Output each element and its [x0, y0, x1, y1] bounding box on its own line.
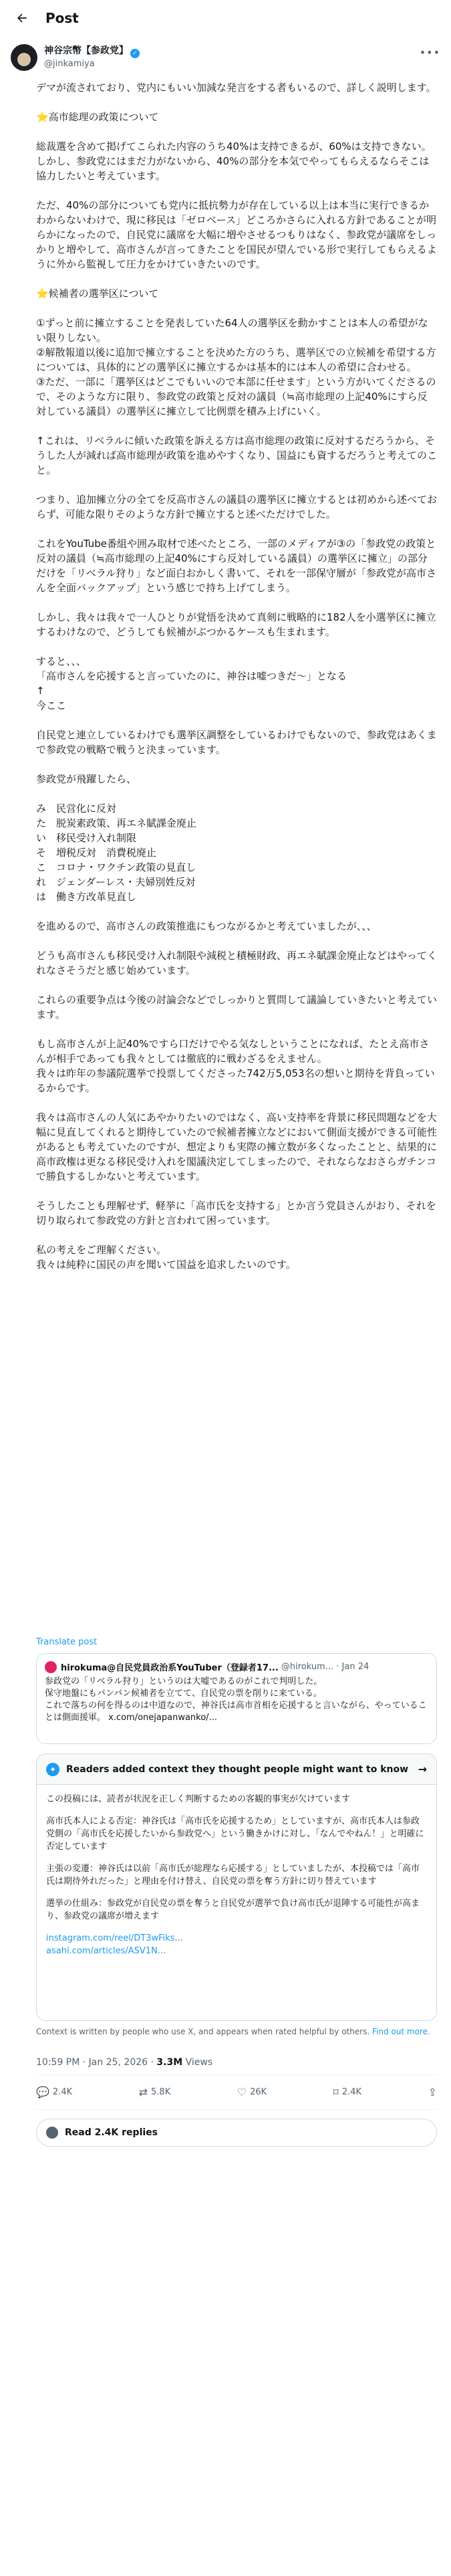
- note-paragraph: 主張の変遷：神谷氏は以前「高市氏が総理なら応援する」としていましたが、本投稿では「高市氏は期待外れだった」と理由を付け替え、自民党の票を奪う方針に切り替えています: [46, 1864, 420, 1887]
- note-source-link[interactable]: asahi.com/articles/ASV1N...: [46, 1946, 166, 1956]
- quote-avatar: [45, 1661, 57, 1673]
- back-arrow-icon[interactable]: [11, 7, 33, 29]
- read-replies-button[interactable]: Read 2.4K replies: [36, 2119, 437, 2147]
- translate-post-link[interactable]: Translate post: [36, 1637, 98, 1647]
- page-title: Post: [45, 9, 79, 26]
- note-paragraph: この投稿には、読者が状況を正しく判断するための客観的事実が欠けています: [46, 1794, 351, 1804]
- like-button[interactable]: ♡ 26K: [237, 2085, 267, 2099]
- chat-icon: [46, 2127, 58, 2139]
- repost-icon: ⇄: [138, 2085, 148, 2099]
- post-paragraph: そうしたことも理解せず、軽挙に「高市氏を支持する」とか言う党員さんがおり、それを切り取られて参政党の方針と言われて困っています。: [36, 1200, 436, 1226]
- bookmark-button[interactable]: ⌑ 2.4K: [333, 2085, 362, 2099]
- community-note-title: Readers added context they thought people might want to know: [66, 1763, 409, 1775]
- share-button[interactable]: [428, 2086, 437, 2099]
- arrow-right-icon: →: [418, 1763, 427, 1776]
- quoted-post[interactable]: hirokuma@自民党員政治系YouTuber（登録者17... @hirokum... · Jan 24 参政党の「リベラル狩り」というのは大嘘であるのがこれで判明した。 保守地盤にもバンバン候補者を立てて、自民党の票を削りに来ている。 これで落ちの何を得るのは中道なので、神谷氏は高市首相を応援すると言いながら、やっていることは側面援軍。 x.com/onejapanwanko/...: [36, 1653, 437, 1744]
- post-paragraph: もし高市さんが上記40%ですら口だけでやる気なしということになれば、たとえ高市さんが相手であっても我々としては徹底的に戦わざるをえません。 我々は昨年の参議院選挙で投票してくださった742万5,053名の想いと期待を背負っているからです。: [36, 1038, 435, 1094]
- quote-date: Jan 24: [341, 1662, 369, 1672]
- post-paragraph: ⭐高市総理の政策について: [36, 111, 159, 123]
- post-author: [11, 42, 440, 73]
- post-paragraph: しかし、我々は我々で一人ひとりが覚悟を決めて真剣に戦略的に182人を小選挙区に擁立するわけなので、どうしても候補がぶつかるケースも生まれます。: [36, 611, 436, 638]
- display-name[interactable]: 神谷宗幣【参政党】: [44, 45, 128, 56]
- avatar[interactable]: [11, 44, 37, 71]
- post-paragraph: すると、、、 「高市さんを応援すると言っていたのに、神谷は嘘つきだ〜」となる ↑ 今ここ: [36, 655, 347, 712]
- post-paragraph: これらの重要争点は今後の討論会などでしっかりと質問して議論していきたいと考えています。: [36, 994, 438, 1021]
- reply-button[interactable]: 💬 2.4K: [36, 2085, 73, 2099]
- quote-text: 参政党の「リベラル狩り」というのは大嘘であるのがこれで判明した。 保守地盤にもバンバン候補者を立てて、自民党の票を削りに来ている。 これで落ちの何を得るのは中道なので、神谷氏は高市首相を応援すると言いながら、やっていることは側面援軍。 x.com/onejapanwanko/...: [45, 1677, 427, 1723]
- post-paragraph: 総裁選を含めて掲げてこられた内容のうち40%は支持できるが、60%は支持できない。 しかし、参政党にはまだ力がないから、40%の部分を本気でやってもらえるならそこは協力したいと考えています。: [36, 140, 432, 182]
- action-bar: [36, 2082, 437, 2101]
- author-handle[interactable]: @jinkamiya: [44, 59, 95, 69]
- repost-button[interactable]: ⇄ 5.8K: [138, 2085, 171, 2099]
- post-paragraph: ①ずっと前に擁立することを発表していた64人の選挙区を動かすことは本人の希望がない限りしない。 ②解散報道以後に追加で擁立することを決めた方のうち、選挙区での立候補を希望する方については、具体的にどの選挙区に擁立するかは基本的には本人の希望に合わせる。 ③ただ、一部に「選挙区はどこでもいいので本部に任せます」という方がいてくださるので、そのような方に限り、参政党の政策と反対の議員（≒高市総理の上記40%にすら反対している議員）の選挙区に擁立して比例票を積み上げにいく。: [36, 317, 436, 417]
- note-source-link[interactable]: instagram.com/reel/DT3wFiks...: [46, 1933, 183, 1943]
- verified-badge-icon: ✓: [130, 49, 140, 58]
- post-paragraph: ⭐候補者の選挙区について: [36, 288, 159, 300]
- post-body: [36, 80, 437, 1287]
- community-note-footer: Context is written by people who use X, and appears when rated helpful by others. Find out more.: [36, 2027, 430, 2036]
- people-icon: ✦: [46, 1763, 59, 1776]
- post-paragraph: 我々は高市さんの人気にあやかりたいのではなく、高い支持率を背景に移民問題などを大幅に見直してくれると期待していたので候補者擁立などにおいて側面支援ができる可能性があるとも考えていたのですが、想定よりも実際の擁立数が多くなったことと、結果的に高市政権は更なる移民受け入れを閣議決定してしまったので、それならなおさらガチンコで勝負するしかないと考えています。: [36, 1111, 438, 1182]
- share-icon: ⇪: [428, 2085, 437, 2099]
- view-count: 3.3M: [156, 2057, 183, 2068]
- reply-icon: 💬: [36, 2085, 49, 2099]
- post-timestamp[interactable]: 10:59 PM · Jan 25, 2026: [36, 2057, 148, 2068]
- find-out-more-link[interactable]: Find out more.: [372, 2027, 430, 2036]
- quote-author-name: hirokuma@自民党員政治系YouTuber（登録者17...: [61, 1663, 279, 1673]
- community-note-header[interactable]: [37, 1754, 436, 1785]
- heart-icon: ♡: [237, 2085, 247, 2099]
- post-paragraph: み 民営化に反対 た 脱炭素政策、再エネ賦課金廃止 い 移民受け入れ制限 そ 増税反対 消費税廃止 こ コロナ・ワクチン政策の見直し れ ジェンダーレス・夫婦別姓反対 は 働き方改革見直し: [36, 802, 197, 903]
- post-paragraph: 自民党と連立しているわけでも選挙区調整をしているわけでもないので、参政党はあくまで参政党の戦略で戦うと決まっています。: [36, 729, 437, 756]
- note-paragraph: 高市氏本人による否定：神谷氏は「高市氏を応援するため」としていますが、高市氏本人は参政党側の「高市氏を応援したいから参政党へ」という働きかけに対し、「なんでやねん！」と明確に否定しています: [46, 1816, 424, 1852]
- post-paragraph: どうも高市さんも移民受け入れ制限や減税と積極財政、再エネ賦課金廃止などはやってくれなさそうだと感じ始めています。: [36, 950, 438, 976]
- quote-author-handle: @hirokum...: [281, 1662, 334, 1672]
- post-paragraph: これをYouTube番組や囲み取材で述べたところ、一部のメディアが③の「参政党の政策と反対の議員（≒高市総理の上記40%にすら反対している議員）の選挙区に擁立」の部分だけを「リベラル狩り」など面白おかしく書いて、それを一部保守層が「参政党が高市さんを全面バックアップ」という感じで持ち上げてしまう。: [36, 538, 436, 594]
- top-bar: [0, 0, 451, 35]
- bookmark-icon: ⌑: [333, 2085, 339, 2099]
- post-meta: 10:59 PM · Jan 25, 2026 · 3.3M Views: [36, 2057, 213, 2068]
- post-paragraph: デマが流されており、党内にもいい加減な発言をする者もいるので、詳しく説明します。: [36, 82, 436, 94]
- views-label: Views: [185, 2057, 213, 2068]
- post-paragraph: つまり、追加擁立分の全てを反高市さんの議員の選挙区に擁立するとは初めから述べておらず、可能な限りそのような方針で擁立すると述べただけでした。: [36, 494, 438, 520]
- divider: [36, 2109, 437, 2110]
- post-paragraph: ↑これは、リベラルに傾いた政策を訴える方は高市総理の政策に反対するだろうから、そうした人が減れば高市総理が政策を進めやすくなり、国益にも資するだろうと考えてのこと。: [36, 435, 438, 476]
- note-paragraph: 選挙の仕組み：参政党が自民党の票を奪うと自民党が選挙で負け高市氏が退陣する可能性が高まり、参政党の議席が増えます: [46, 1899, 420, 1921]
- post-paragraph: 参政党が飛躍したら、: [36, 773, 137, 785]
- community-note: [36, 1753, 437, 2021]
- more-options-icon[interactable]: •••: [419, 46, 440, 59]
- post-paragraph: を進めるので、高市さんの政策推進にもつながるかと考えていましたが、、、: [36, 920, 377, 932]
- divider: [36, 2074, 437, 2075]
- post-paragraph: 私の考えをご理解ください。 我々は純粋に国民の声を聞いて国益を追求したいのです。: [36, 1244, 296, 1271]
- post-paragraph: ただ、40%の部分についても党内に抵抗勢力が存在している以上は本当に実行できるかわからないわけで、現に移民は「ゼロベース」どころかさらに入れる方針であることが明らかになったので、自民党に議席を大幅に増やさせるつもりはなく、参政党が議席をしっかりと増やして、高市さんが言ってきたことを国民が望んでいる形で実行してもらえるように外から監視して圧力をかけていきたいのです。: [36, 199, 437, 270]
